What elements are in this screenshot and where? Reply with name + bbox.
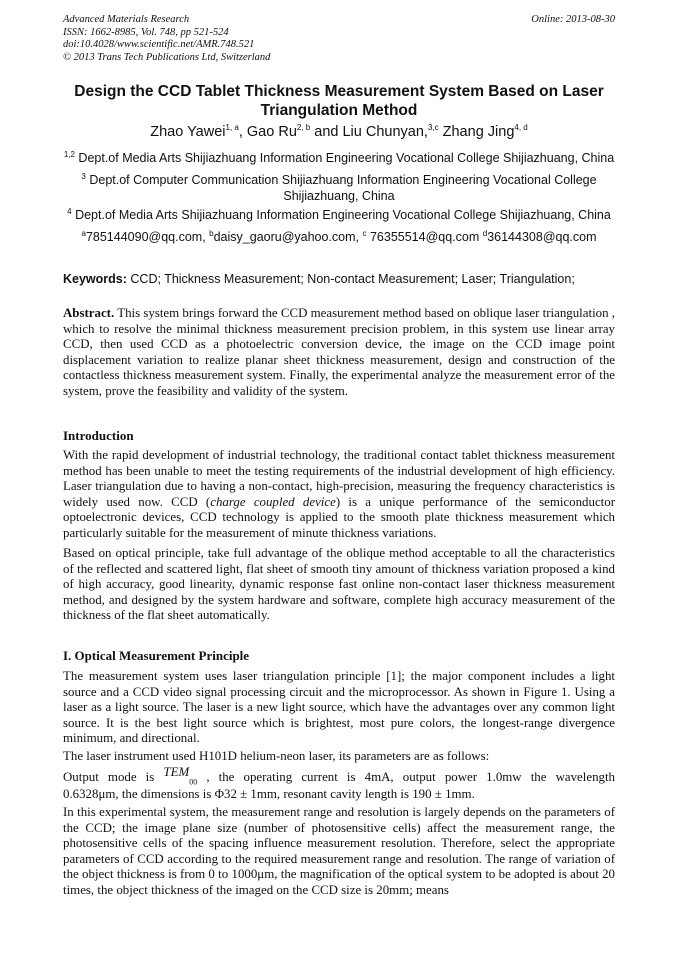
author-name: Zhang Jing [442,124,515,140]
intro-heading: Introduction [63,428,134,443]
ccd-definition: charge coupled device [210,494,336,509]
journal-header [63,14,270,64]
abstract-text: This system brings forward the CCD measurement method based on oblique laser triangulation , which to resolve the minimal thickness measurement precision problem, in this system use linear array CCD, then used CCD as a photoelectric conversion device, the image on the CCD image point displacement variation to realize planar sheet thickness measurement, design and construction of the contactless thickness measurement system. Finally, the experimental analyze the measurement error of the system, prove the feasibility and validity of the system. [63,306,615,398]
affiliation-text: Dept.of Computer Communication Shijiazhuang Information Engineering Vocational College Shijiazhuang, China [89,173,597,203]
title-line-1: Design the CCD Tablet Thickness Measurement System Based on Laser [74,83,604,100]
abstract-label: Abstract. [63,306,115,320]
paper-title [40,82,638,120]
intro-paragraph-1 [63,448,615,541]
section1-heading: I. Optical Measurement Principle [63,648,250,663]
doi-line: doi:10.4028/www.scientific.net/AMR.748.521 [63,39,255,50]
intro-text: ) is a unique performance of the semiconductor optoelectronic devices, CCD technology is applied to the smooth plate thickness measurement which particularly suitable for the measurement of minute thickness variations. [63,494,615,540]
issn-line: ISSN: 1662-8985, Vol. 748, pp 521-524 [63,26,229,38]
affiliation-text: Dept.of Media Arts Shijiazhuang Information Engineering Vocational College Shijiazhuang, China [75,208,611,222]
copyright-line: © 2013 Trans Tech Publications Ltd, Switzerland [63,51,271,63]
affiliation-3 [40,208,638,224]
author-list [40,124,638,140]
email-sup: b [209,228,214,238]
affiliation-text: Dept.of Media Arts Shijiazhuang Information Engineering Vocational College Shijiazhuang, China [78,151,615,165]
section1-paragraph-3b: 0.6328μm, the dimensions is Φ32 ± 1mm, resonant cavity length is 190 ± 1mm. [63,787,475,801]
email-sup: c [362,228,367,238]
author-sep: , [238,124,247,140]
keywords-line [63,272,615,286]
author-name: Liu Chunyan, [342,124,428,140]
intro-text: With the rapid development of industrial technology, the traditional contact tablet thickness measurement method has been unable to meet the testing requirements of the industrial development of high efficiency. Laser triangulation due to having a non-contact, high-precision, measuring the frequency characteristics is widely used now. CCD ( [63,448,615,509]
online-date: Online: 2013-08-30 [531,14,615,25]
keywords-label: Keywords: [63,272,127,286]
author-sup: 4, d [514,123,528,133]
output-mode-text: Output mode is [63,770,164,784]
journal-name: Advanced Materials Research [63,14,190,25]
author-sup: 1, a [225,123,239,133]
intro-paragraph-2: Based on optical principle, take full advantage of the oblique method acceptable to all the characteristics of the reflected and scattered light, flat sheet of smooth tiny amount of thickness variation proposed a kind of high accuracy, good linearity, dynamic response fast online non-contact laser thickness measurement method, and designed by the system hardware and software, complete high accuracy measurement of the thickness of the flat sheet automatically. [63,546,615,622]
keywords-text: CCD; Thickness Measurement; Non-contact Measurement; Laser; Triangulation; [130,272,575,286]
section1-paragraph-4: In this experimental system, the measurement range and resolution is largely depends on the parameters of the CCD; the image plane size (number of photosensitive cells) affect the measurement range, the photosensitive cells of the spacing influence measurement resolution. Therefore, select the appropriate parameters of CCD according to the required measurement range and resolution. The range of variation of the object thickness is from 0 to 1000μm, the magnification of the optical system to be adopted is about 20 times, the object thickness of the imaged on the CCD size is 20mm; means [63,805,615,897]
affiliation-1 [40,151,638,167]
author-name: Gao Ru [246,124,297,140]
section1-paragraph-2: The laser instrument used H101D helium-neon laser, its parameters are as follows: [63,749,490,763]
email-address: 785144090@qq.com, [85,230,210,244]
tem-subscript: 00 [189,777,198,787]
email-address: 76355514@qq.com [366,230,483,244]
laser-params-text: , the operating current is 4mA, output power 1.0mw the wavelength [197,770,616,784]
author-name: Zhao Yawei [150,124,226,140]
author-sup: 3,c [427,123,439,133]
email-sup: d [482,228,488,238]
title-line-2: Triangulation Method [260,102,418,119]
affiliation-sup: 3 [81,171,86,181]
email-list [40,230,638,244]
abstract-paragraph [63,306,615,399]
affiliation-sup: 4 [67,206,72,216]
email-address: 36144308@qq.com [487,230,597,244]
author-sep: and [310,124,343,140]
affiliation-sup: 1,2 [63,149,75,159]
author-sup: 2, b [296,123,311,133]
email-sup: a [81,228,86,238]
tem-symbol: TEM [163,765,190,779]
affiliation-2 [40,173,638,204]
email-address: daisy_gaoru@yahoo.com, [213,230,363,244]
section1-paragraph-1: The measurement system uses laser triangulation principle [1]; the major component includes a light source and a CCD video signal processing circuit and the microprocessor. As shown in Figure 1. Using a laser as a light source. The laser is a new light source, which have the advantages over any common light source. It is the best light source which is brightest, most pure colors, the longest-range divergence minimum, and directional. [63,669,615,745]
